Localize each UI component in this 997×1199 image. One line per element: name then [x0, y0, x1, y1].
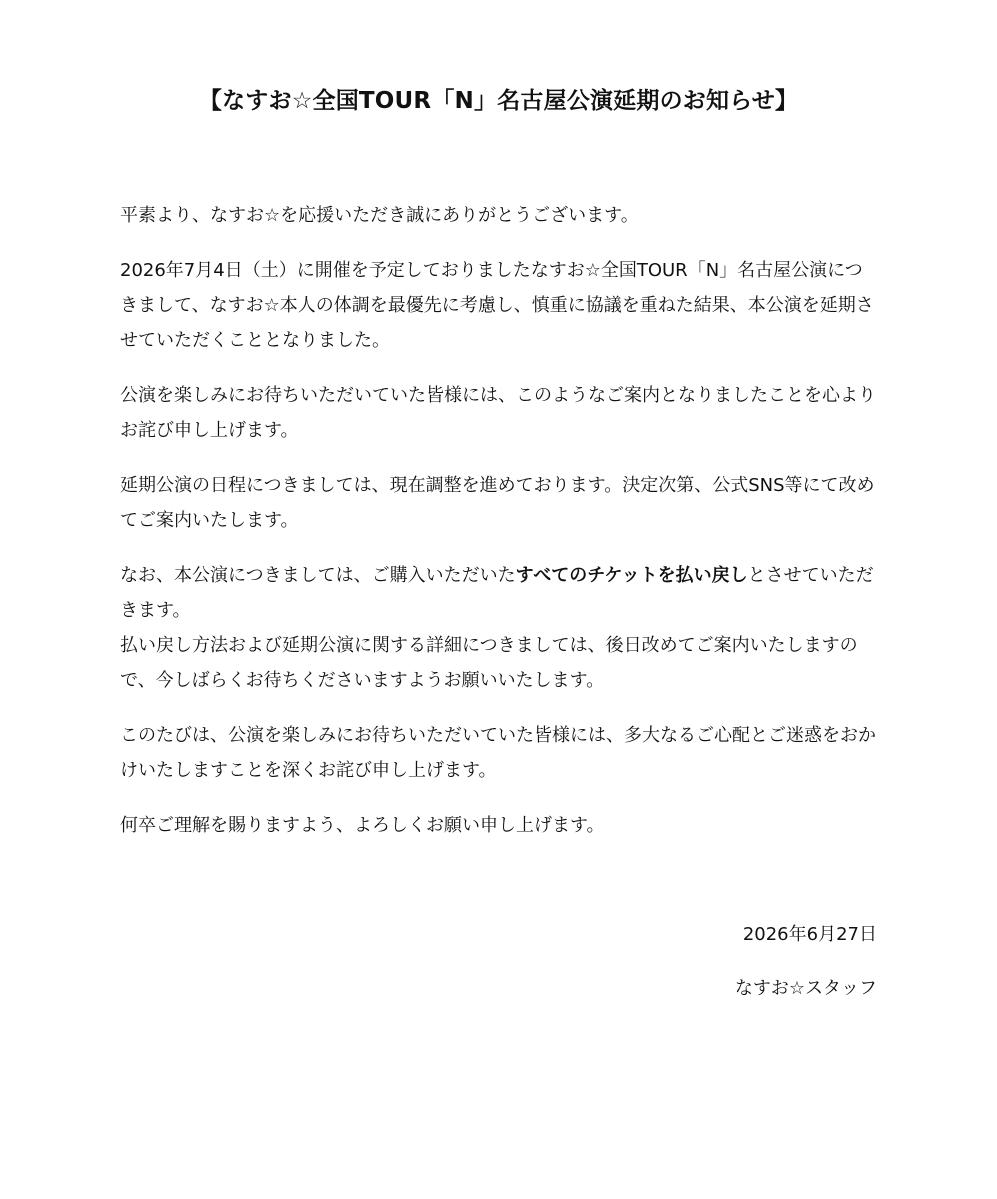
refund-text-before: なお、本公演につきましては、ご購入いただいた [120, 565, 516, 586]
apology-paragraph: 公演を楽しみにお待ちいただいていた皆様には、このようなご案内となりましたことを心よりお詫び申し上げます。 [120, 385, 876, 441]
refund-paragraph [120, 558, 877, 628]
refund-text-after: とさせていただきます。 [120, 565, 874, 621]
notice-title: 【なすお☆全国TOUR「N」名古屋公演延期のお知らせ】 [198, 88, 799, 114]
notice-signature: なすお☆スタッフ [734, 978, 877, 999]
notice-date: 2026年6月27日 [742, 924, 877, 945]
greeting-paragraph: 平素より、なすお☆を応援いただき誠にありがとうございます。 [120, 205, 639, 226]
refund-details-paragraph: 払い戻し方法および延期公演に関する詳細につきましては、後日改めてご案内いたしますので、今しばらくお待ちくださいますようお願いいたします。 [120, 635, 858, 691]
refund-emphasis: すべてのチケットを払い戻し [515, 565, 748, 586]
schedule-paragraph: 延期公演の日程につきましては、現在調整を進めております。決定次第、公式SNS等にて改めてご案内いたします。 [120, 475, 875, 531]
notice-body [120, 198, 877, 863]
postponement-paragraph: 2026年7月4日（土）に開催を予定しておりましたなすお☆全国TOUR「N」名古屋公演につきまして、なすお☆本人の体調を最優先に考慮し、慎重に協議を重ねた結果、本公演を延期させていただくこととなりました。 [120, 260, 874, 351]
closing-apology-paragraph: このたびは、公演を楽しみにお待ちいただいていた皆様には、多大なるご心配とご迷惑をおかけいたしますことを深くお詫び申し上げます。 [120, 725, 876, 781]
closing-request-paragraph: 何卒ご理解を賜りますよう、よろしくお願い申し上げます。 [120, 815, 605, 836]
